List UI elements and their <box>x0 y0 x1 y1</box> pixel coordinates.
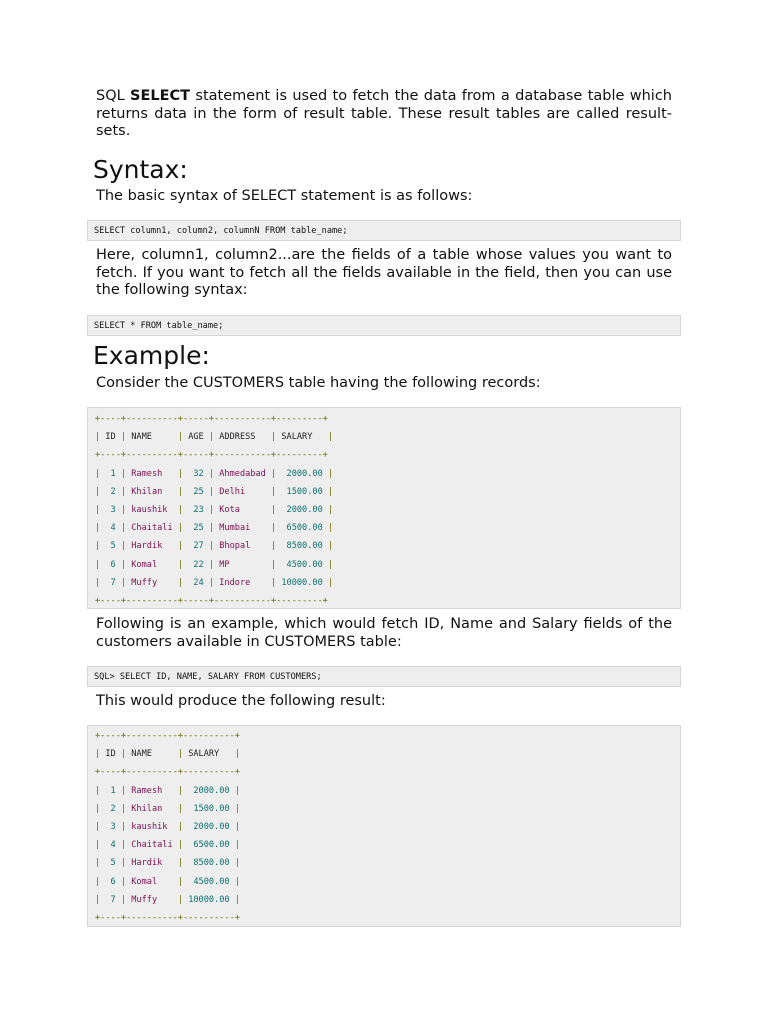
table-cell: 1 <box>100 785 121 796</box>
table-header-row <box>95 745 240 763</box>
cell-separator: | <box>327 523 334 534</box>
table-cell: Komal <box>126 876 178 887</box>
table-cell: 6500.00 <box>183 840 235 851</box>
cell-separator: | <box>234 894 240 905</box>
table-header-cell: NAME <box>126 432 178 443</box>
table-cell: 6 <box>100 876 121 887</box>
table-header-row <box>95 428 333 446</box>
cell-separator: | <box>177 468 184 479</box>
table-border <box>95 410 333 428</box>
syntax-heading: Syntax: <box>93 155 188 184</box>
following-paragraph: Following is an example, which would fetch ID, Name and Salary fields of the customers available in CUSTOMERS table: <box>96 616 672 650</box>
cell-separator: | <box>177 785 184 796</box>
table-border <box>95 727 240 745</box>
code-block-select-all <box>87 315 681 336</box>
table-cell: 3 <box>100 504 121 515</box>
cell-separator: | <box>271 432 277 443</box>
cell-separator: | <box>95 858 101 869</box>
cell-separator: | <box>120 749 127 760</box>
intro-suffix: statement is used to fetch the data from a database table which returns data in the form of result table. These result tables are called result-sets. <box>96 88 672 139</box>
code-query-line: SQL> SELECT ID, NAME, SALARY FROM CUSTOMERS; <box>94 672 322 682</box>
cell-separator: | <box>177 486 184 497</box>
cell-separator: | <box>234 876 240 887</box>
cell-separator: | <box>95 486 101 497</box>
table-cell: 25 <box>183 523 209 534</box>
cell-separator: | <box>95 803 101 814</box>
cell-separator: | <box>120 559 127 570</box>
cell-separator: | <box>177 749 184 760</box>
customers-table-block <box>87 407 681 609</box>
cell-separator: | <box>234 785 240 796</box>
cell-separator: | <box>208 577 215 588</box>
cell-separator: | <box>234 749 240 760</box>
result-table <box>95 727 240 927</box>
cell-separator: | <box>95 749 101 760</box>
table-cell: 22 <box>183 559 209 570</box>
cell-separator: | <box>177 577 184 588</box>
cell-separator: | <box>120 840 127 851</box>
cell-separator: | <box>271 504 277 515</box>
cell-separator: | <box>95 840 101 851</box>
cell-separator: | <box>327 504 334 515</box>
customers-table <box>95 410 333 610</box>
cell-separator: | <box>208 432 215 443</box>
cell-separator: | <box>177 821 184 832</box>
table-border-line: +----+----------+----------+ <box>95 767 240 778</box>
cell-separator: | <box>95 821 101 832</box>
cell-separator: | <box>95 468 101 479</box>
table-cell: 1500.00 <box>183 803 235 814</box>
cell-separator: | <box>177 432 184 443</box>
table-border <box>95 592 333 610</box>
table-border <box>95 763 240 781</box>
code-syntax-line: SELECT column1, column2, columnN FROM table_name; <box>94 226 348 236</box>
cell-separator: | <box>177 504 184 515</box>
cell-separator: | <box>120 523 127 534</box>
table-cell: Indore <box>214 577 271 588</box>
cell-separator: | <box>95 577 101 588</box>
table-cell: 1500.00 <box>276 486 328 497</box>
table-cell: 2 <box>100 486 121 497</box>
table-cell: kaushik <box>126 821 178 832</box>
table-header-cell: ID <box>100 432 121 443</box>
table-row <box>95 836 240 854</box>
intro-paragraph <box>96 88 672 141</box>
table-cell: Kota <box>214 504 271 515</box>
table-cell: Muffy <box>126 577 178 588</box>
table-header-cell: ADDRESS <box>214 432 271 443</box>
code-block-query <box>87 666 681 687</box>
cell-separator: | <box>327 432 334 443</box>
cell-separator: | <box>327 486 334 497</box>
cell-separator: | <box>120 577 127 588</box>
table-cell: 6 <box>100 559 121 570</box>
cell-separator: | <box>120 858 127 869</box>
table-row <box>95 465 333 483</box>
cell-separator: | <box>234 821 240 832</box>
table-border-line: +----+----------+----------+ <box>95 912 240 923</box>
intro-prefix: SQL <box>96 88 131 104</box>
table-border-line: +----+----------+-----+-----------+---------+ <box>95 414 328 424</box>
table-row <box>95 800 240 818</box>
cell-separator: | <box>271 468 277 479</box>
cell-separator: | <box>120 785 127 796</box>
cell-separator: | <box>177 858 184 869</box>
table-cell: 24 <box>183 577 209 588</box>
result-table-block <box>87 725 681 927</box>
cell-separator: | <box>120 541 127 552</box>
table-row <box>95 782 240 800</box>
table-cell: 4 <box>100 840 121 851</box>
cell-separator: | <box>327 577 334 588</box>
table-cell: Bhopal <box>214 541 271 552</box>
cell-separator: | <box>120 468 127 479</box>
code-select-all-line: SELECT * FROM table_name; <box>94 321 224 331</box>
table-header-cell: SALARY <box>183 749 235 760</box>
table-row <box>95 537 333 555</box>
table-cell: 27 <box>183 541 209 552</box>
table-cell: 10000.00 <box>183 894 235 905</box>
cell-separator: | <box>327 468 334 479</box>
table-cell: Mumbai <box>214 523 271 534</box>
table-row <box>95 854 240 872</box>
table-cell: Khilan <box>126 486 178 497</box>
table-cell: 7 <box>100 577 121 588</box>
cell-separator: | <box>177 541 184 552</box>
table-header-cell: NAME <box>126 749 178 760</box>
table-cell: Chaitali <box>126 840 178 851</box>
cell-separator: | <box>234 803 240 814</box>
cell-separator: | <box>208 486 215 497</box>
table-cell: 5 <box>100 858 121 869</box>
cell-separator: | <box>95 785 101 796</box>
cell-separator: | <box>95 894 101 905</box>
cell-separator: | <box>120 876 127 887</box>
cell-separator: | <box>208 541 215 552</box>
table-cell: 4500.00 <box>276 559 328 570</box>
table-border <box>95 909 240 927</box>
cell-separator: | <box>95 523 101 534</box>
example-heading: Example: <box>93 341 210 370</box>
cell-separator: | <box>271 577 277 588</box>
table-cell: 2000.00 <box>183 785 235 796</box>
table-cell: 10000.00 <box>276 577 328 588</box>
table-cell: 8500.00 <box>183 858 235 869</box>
cell-separator: | <box>271 541 277 552</box>
cell-separator: | <box>120 894 127 905</box>
cell-separator: | <box>95 504 101 515</box>
table-header-cell: SALARY <box>276 432 328 443</box>
cell-separator: | <box>177 840 184 851</box>
table-cell: 4500.00 <box>183 876 235 887</box>
cell-separator: | <box>120 432 127 443</box>
syntax-intro: The basic syntax of SELECT statement is as follows: <box>96 188 473 204</box>
table-cell: 2000.00 <box>183 821 235 832</box>
table-cell: Chaitali <box>126 523 178 534</box>
table-border-line: +----+----------+----------+ <box>95 731 240 741</box>
table-row <box>95 501 333 519</box>
example-intro: Consider the CUSTOMERS table having the following records: <box>96 375 541 391</box>
table-cell: 32 <box>183 468 209 479</box>
cell-separator: | <box>177 803 184 814</box>
table-border-line: +----+----------+-----+-----------+---------+ <box>95 450 328 461</box>
table-cell: Khilan <box>126 803 178 814</box>
table-border-line: +----+----------+-----+-----------+---------+ <box>95 595 328 606</box>
table-cell: 4 <box>100 523 121 534</box>
table-cell: Ramesh <box>126 785 178 796</box>
cell-separator: | <box>95 559 101 570</box>
table-border <box>95 446 333 464</box>
table-cell: Komal <box>126 559 178 570</box>
table-row <box>95 818 240 836</box>
table-cell: Delhi <box>214 486 271 497</box>
table-cell: Muffy <box>126 894 178 905</box>
cell-separator: | <box>327 559 334 570</box>
cell-separator: | <box>120 504 127 515</box>
cell-separator: | <box>95 541 101 552</box>
cell-separator: | <box>120 486 127 497</box>
table-cell: 25 <box>183 486 209 497</box>
cell-separator: | <box>327 541 334 552</box>
table-cell: Ahmedabad <box>214 468 271 479</box>
table-cell: 2000.00 <box>276 504 328 515</box>
cell-separator: | <box>95 432 101 443</box>
table-cell: 2 <box>100 803 121 814</box>
table-header-cell: ID <box>100 749 121 760</box>
cell-separator: | <box>208 523 215 534</box>
table-cell: 3 <box>100 821 121 832</box>
cell-separator: | <box>120 803 127 814</box>
table-cell: Ramesh <box>126 468 178 479</box>
intro-keyword: SELECT <box>130 88 191 104</box>
table-cell: 8500.00 <box>276 541 328 552</box>
cell-separator: | <box>234 858 240 869</box>
table-row <box>95 556 333 574</box>
cell-separator: | <box>208 559 215 570</box>
table-header-cell: AGE <box>183 432 209 443</box>
table-row <box>95 483 333 501</box>
table-row <box>95 519 333 537</box>
table-cell: 7 <box>100 894 121 905</box>
table-cell: 5 <box>100 541 121 552</box>
result-intro: This would produce the following result: <box>96 693 386 709</box>
table-row <box>95 574 333 592</box>
syntax-explanation: Here, column1, column2...are the fields of a table whose values you want to fetch. If you want to fetch all the fields available in the field, then you can use the following syntax: <box>96 247 672 298</box>
table-cell: Hardik <box>126 541 178 552</box>
table-cell: kaushik <box>126 504 178 515</box>
cell-separator: | <box>271 523 277 534</box>
cell-separator: | <box>177 876 184 887</box>
cell-separator: | <box>208 468 215 479</box>
table-cell: 23 <box>183 504 209 515</box>
cell-separator: | <box>271 559 277 570</box>
table-cell: MP <box>214 559 271 570</box>
cell-separator: | <box>271 486 277 497</box>
table-cell: 2000.00 <box>276 468 328 479</box>
cell-separator: | <box>177 559 184 570</box>
table-cell: 1 <box>100 468 121 479</box>
cell-separator: | <box>177 523 184 534</box>
table-row <box>95 891 240 909</box>
table-row <box>95 873 240 891</box>
table-cell: Hardik <box>126 858 178 869</box>
cell-separator: | <box>234 840 240 851</box>
table-cell: 6500.00 <box>276 523 328 534</box>
code-block-syntax <box>87 220 681 241</box>
cell-separator: | <box>120 821 127 832</box>
cell-separator: | <box>177 894 184 905</box>
cell-separator: | <box>95 876 101 887</box>
cell-separator: | <box>208 504 215 515</box>
